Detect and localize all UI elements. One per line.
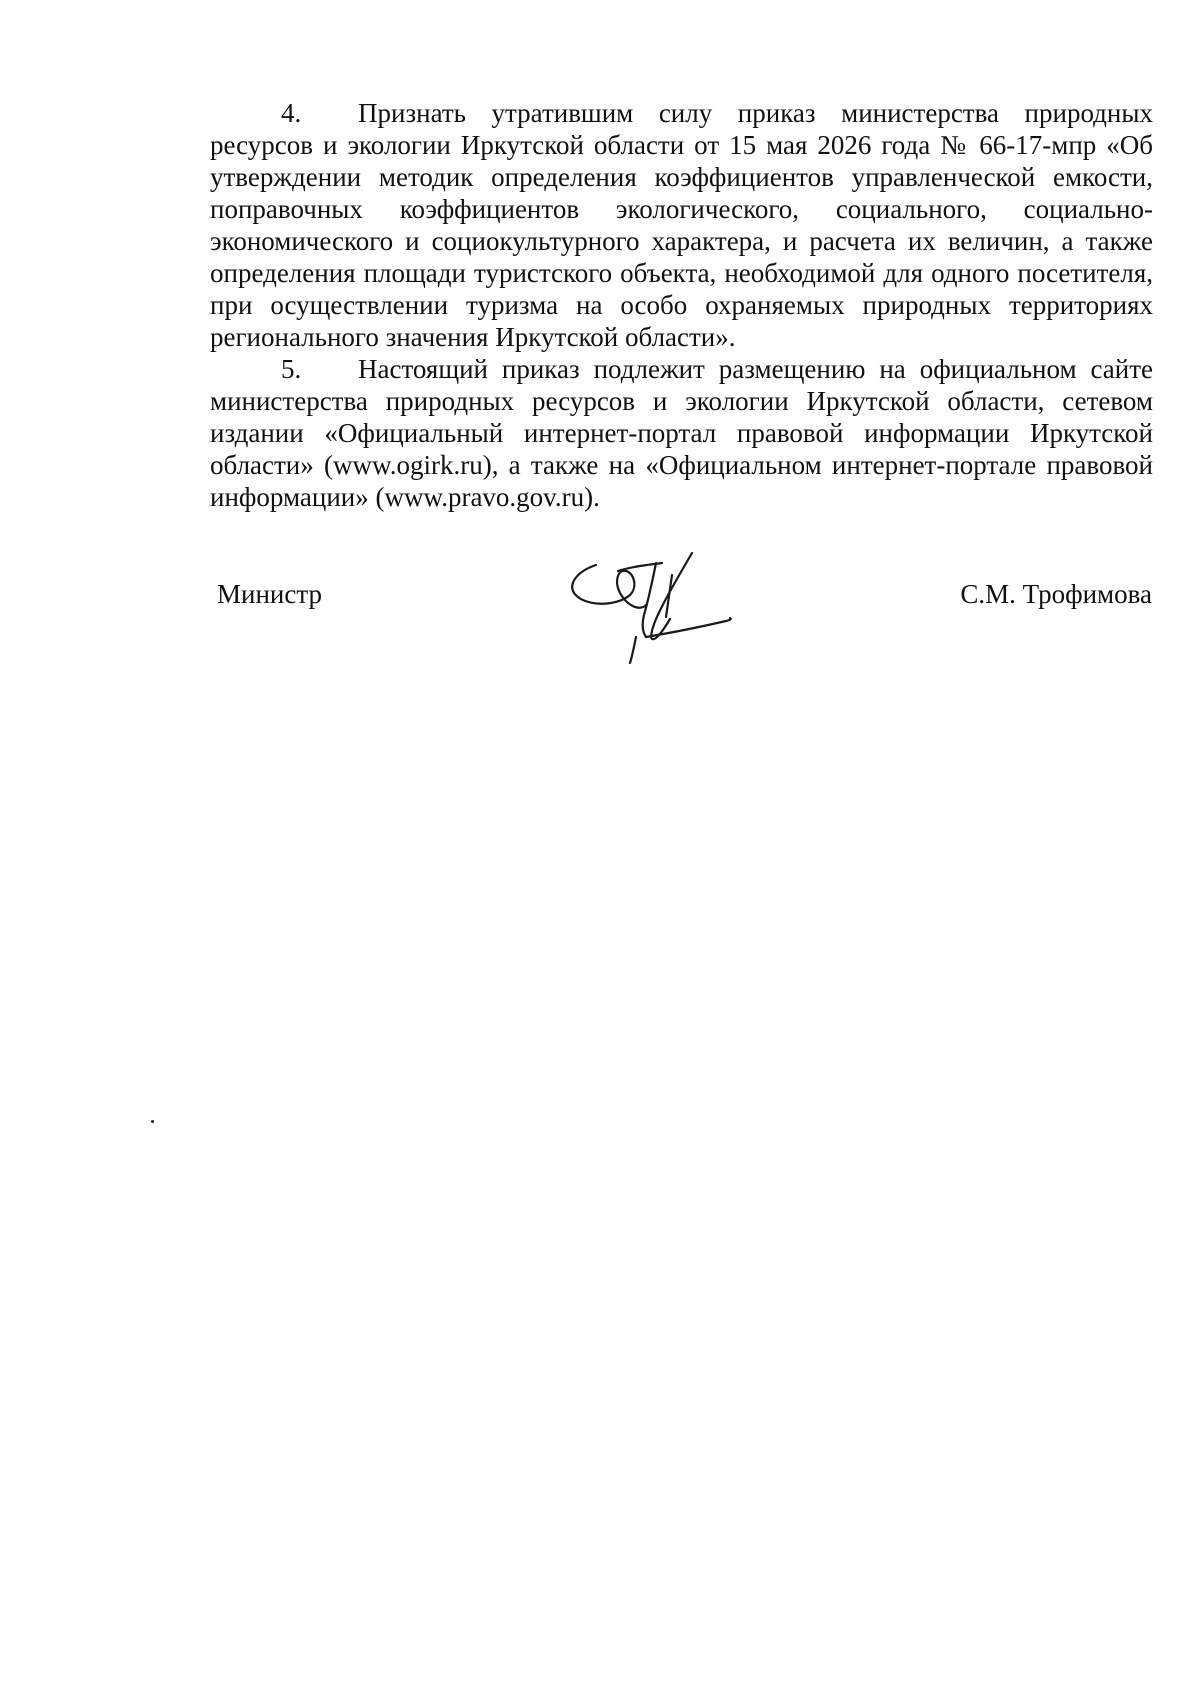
- paragraph-number: 5.: [281, 354, 302, 384]
- paragraph-text: Признать утратившим силу приказ министерства природных ресурсов и экологии Иркутской области от 15 мая 2026 года № 66-17-мпр «Об утверждении методик определения коэффициентов управленческой емкости, поправочных коэффициентов экологического, социального, социально-экономического и социокультурного характера, и расчета их величин, а также определения площади туристского объекта, необходимой для одного посетителя, при осуществлении туризма на особо охраняемых природных территориях регионального значения Иркутской области».: [210, 98, 1153, 352]
- handwritten-signature: [560, 545, 750, 665]
- document-body: [210, 97, 1153, 513]
- scan-speck: [151, 1120, 154, 1123]
- paragraph-number: 4.: [281, 98, 302, 128]
- signatory-position: Министр: [217, 579, 322, 609]
- paragraph-5: [210, 353, 1153, 513]
- paragraph-text: Настоящий приказ подлежит размещению на официальном сайте министерства природных ресурсов и экологии Иркутской области, сетевом издании «Официальный интернет-портал правовой информации Иркутской области» (www.ogirk.ru), а также на «Официальном интернет-портале правовой информации» (www.pravo.gov.ru).: [210, 354, 1153, 512]
- paragraph-4: [210, 97, 1153, 353]
- signatory-name: С.М. Трофимова: [960, 579, 1152, 609]
